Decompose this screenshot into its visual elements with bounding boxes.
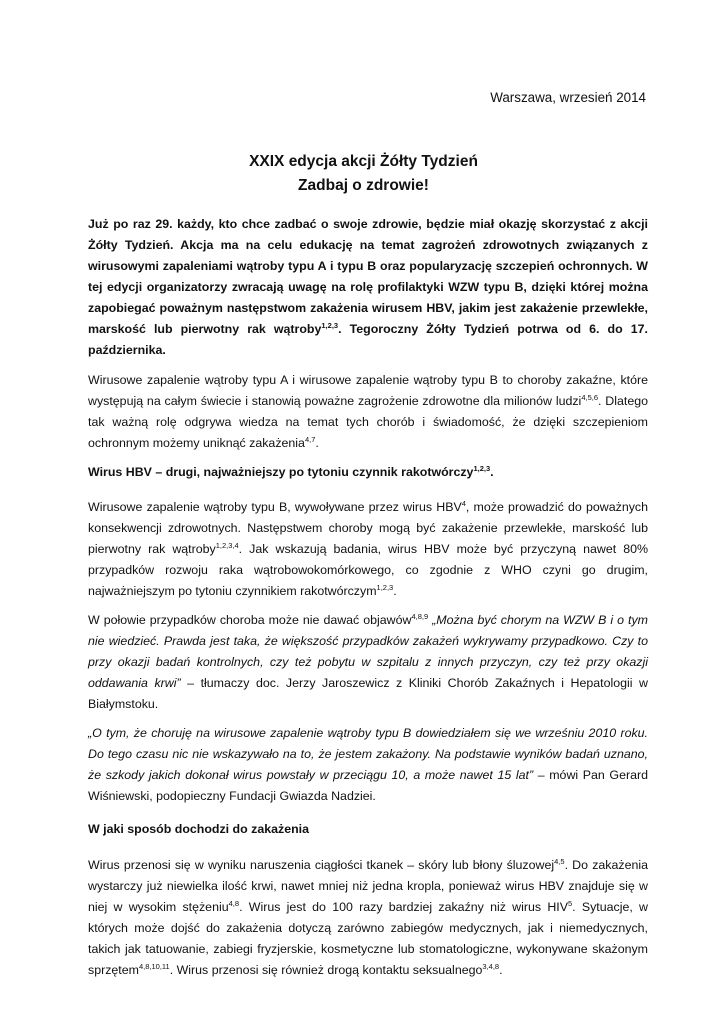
heading-text: .: [490, 465, 494, 479]
footnote-ref: 4,7: [304, 435, 316, 444]
paragraph-text: W połowie przypadków choroba może nie dawać objawów: [88, 613, 412, 627]
footnote-ref: 3,4,8: [482, 962, 500, 971]
footnote-ref: 4: [461, 499, 466, 508]
footnote-ref: 1,2,3: [321, 321, 339, 330]
footnote-ref: 1,2,3,4: [215, 541, 239, 550]
footnote-ref: 4,8,10,11: [138, 962, 170, 971]
footnote-ref: 5: [567, 899, 573, 908]
paragraph-text: . Wirus przenosi się również drogą kontaktu seksualnego: [169, 963, 483, 977]
footnote-ref: 4,5,6: [581, 393, 599, 402]
paragraph-text: – mówi Pan Gerard Wiśniewski, podopieczny Fundacji Gwiazda Nadziei.: [88, 768, 648, 803]
paragraph-text: . Dlatego tak ważną rolę odgrywa wiedza na temat tych chorób i świadomość, że dzięki szczepieniom ochronnym możemy uniknąć zakażenia: [88, 394, 649, 450]
heading-text: Wirus HBV – drugi, najważniejszy po tytoniu czynnik rakotwórczy: [88, 465, 474, 479]
paragraph-1: [88, 370, 648, 454]
paragraph-text: . Do zakażenia wystarczy już niewielka ilość krwi, nawet mniej niż jedna kropla, ponieważ wirus HBV znajduje się w niej w wysokim stężeniu: [88, 858, 648, 914]
document-title: XXIX edycja akcji Żółty Tydzień: [249, 153, 478, 170]
footnote-ref: 1,2,3: [473, 464, 491, 473]
section-heading-infection: W jaki sposób dochodzi do zakażenia: [88, 822, 309, 836]
quote-text: „Można być chorym na WZW B i o tym nie wiedzieć. Prawda jest taka, że większość przypadków zakażeń wykrywamy przypadkowo. Czy to przy okazji badań kontrolnych, czy też pobytu w szpitalu z innych przyczyn, czy też przy okazji oddawania krwi”: [88, 613, 648, 690]
footnote-ref: 4,8: [228, 899, 240, 908]
paragraph-text: , może prowadzić do poważnych konsekwencji zdrowotnych. Następstwem choroby mogą być zakażenie przewlekłe, marskość lub pierwotny rak wątroby: [88, 500, 648, 556]
title-block: [0, 150, 725, 198]
paragraph-text: . Sytuacje, w których może dojść do zakażenia dotyczą zarówno zabiegów medycznych, jak i niemedycznych, takich jak tatuowanie, zabiegi fryzjerskie, kosmetyczne lub stomatologiczne, wykonywane skażonym sprzętem: [88, 900, 648, 977]
paragraph-text: Wirus przenosi się w wyniku naruszenia ciągłości tkanek – skóry lub błony śluzowej: [88, 858, 555, 872]
section-heading-hbv: [88, 462, 648, 483]
paragraph-3: [88, 610, 648, 715]
document-subtitle: Zadbaj o zdrowie!: [298, 177, 429, 194]
dateline: Warszawa, wrzesień 2014: [490, 90, 646, 105]
paragraph-text: .: [499, 963, 503, 977]
paragraph-4: [88, 723, 648, 807]
lead-paragraph: [88, 214, 648, 361]
footnote-ref: 4,8,9: [411, 612, 429, 621]
paragraph-text: Wirusowe zapalenie wątroby typu B, wywoływane przez wirus HBV: [88, 500, 462, 514]
paragraph-text: Wirusowe zapalenie wątroby typu A i wirusowe zapalenie wątroby typu B to choroby zakaźne, które występują na całym świecie i stanowią poważne zagrożenie zdrowotne dla milionów ludzi: [88, 373, 648, 408]
lead-text: Już po raz 29. każdy, kto chce zadbać o swoje zdrowie, będzie miał okazję skorzystać z akcji Żółty Tydzień. Akcja ma na celu edukację na temat zagrożeń zdrowotnych związanych z wirusowymi zapaleniami wątroby typu A i typu B oraz popularyzację szczepień ochronnych. W tej edycji organizatorzy zwracają uwagę na rolę profilaktyki WZW typu B, dzięki której można zapobiegać poważnym następstwom zakażenia wirusem HBV, jakim jest zakażenie przewlekłe, marskość lub pierwotny rak wątroby: [88, 217, 648, 336]
footnote-ref: 1,2,3: [376, 583, 394, 592]
paragraph-text: . Jak wskazują badania, wirus HBV może być przyczyną nawet 80% przypadków rozwoju raka wątrobowokomórkowego, co zgodnie z WHO czyni go drugim, najważniejszym po tytoniu czynnikiem rakotwórczym: [88, 542, 649, 598]
footnote-ref: 4,5: [554, 857, 565, 866]
paragraph-5: [88, 855, 648, 981]
paragraph-text: – tłumaczy doc. Jerzy Jaroszewicz z Kliniki Chorób Zakaźnych i Hepatologii w Białymstoku.: [88, 676, 648, 711]
paragraph-text: .: [315, 436, 319, 450]
paragraph-text: .: [393, 584, 397, 598]
lead-text-end: . Tegoroczny Żółty Tydzień potrwa od 6. do 17. października.: [88, 322, 648, 357]
quote-text: „O tym, że choruję na wirusowe zapalenie wątroby typu B dowiedziałem się we wrześniu 2010 roku. Do tego czasu nic nie wskazywało na to, że jestem zakażony. Na podstawie wyników badań uznano, że szkody jakich dokonał wirus powstały w przeciągu 10, a może nawet 15 lat”: [88, 726, 648, 782]
paragraph-2: [88, 497, 648, 602]
paragraph-text: . Wirus jest do 100 razy bardziej zakaźny niż wirus HIV: [239, 900, 568, 914]
